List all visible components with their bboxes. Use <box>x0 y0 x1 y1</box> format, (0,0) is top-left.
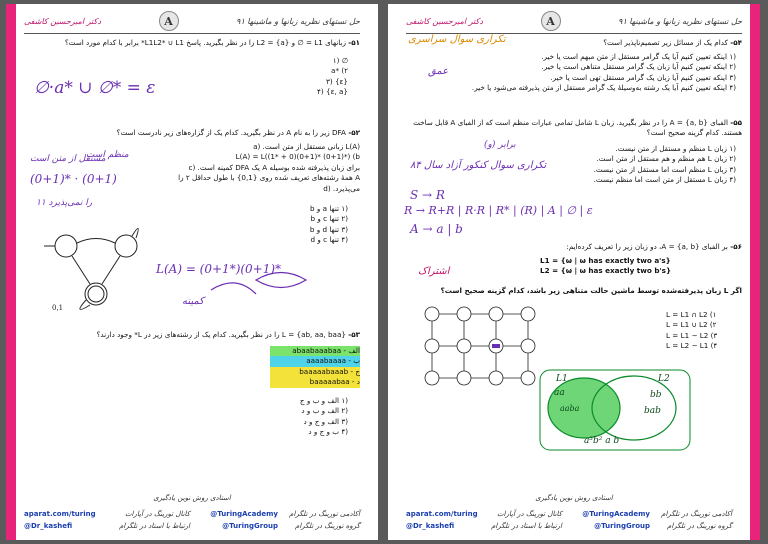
option-3: (۳ زبان L منظم است اما مستقل از متن نیست. <box>593 164 736 174</box>
tg-dr-link[interactable]: @Dr_kashefi <box>24 522 73 530</box>
choice-4: (۴ تنها c و d <box>310 235 348 245</box>
option-1: (۱ الف و ب و ج <box>299 396 348 405</box>
handwriting-q52-language: L(A) = (0+1*)(0+1)* <box>156 262 282 276</box>
q53-strings <box>270 346 360 388</box>
option-2: a* (۲ <box>331 66 348 76</box>
handwriting-smile: عمق <box>428 66 449 77</box>
question-text: L = {ab, aa, baa} را در نظر بگیرید. کدام یک از رشته‌های زیر در L* وجود دارند؟ <box>96 330 346 339</box>
dfa-diagram <box>6 210 378 330</box>
header-divider <box>24 33 360 34</box>
option-3: L = L1 − L2 (۳ <box>666 330 718 340</box>
page-header <box>24 10 360 32</box>
header-title: حل تستهای نظریه زبانها و ماشینها ۹۱ <box>618 16 742 26</box>
option-1: ∅ (۱ <box>332 56 348 65</box>
aparat-link[interactable]: aparat.com/turing <box>406 510 478 518</box>
statement-a: L(A) زبانی مستقل از متن است. (a <box>253 142 360 151</box>
question-number: ۵۶- <box>730 242 742 251</box>
page-footer <box>24 494 360 534</box>
handwriting-grammar-3: A → a | b <box>410 222 463 236</box>
handwriting-q52-note2: مستقل از متن است <box>30 154 106 164</box>
handwriting-q52-minimal: کمینه <box>182 296 204 307</box>
question-52 <box>30 128 360 138</box>
choice-2: (۲ تنها c و b <box>310 214 348 224</box>
option-4: {ε, a} (۴ <box>317 87 348 97</box>
venn-string-aa: aa <box>554 388 565 398</box>
option-1: (۱ زبان L منظم و مستقل از متن نیست. <box>615 144 736 153</box>
handwriting-q52-formula: (0+1)* · (0+1) <box>30 172 117 186</box>
handwriting-q55-note: برابر (و) <box>484 140 516 150</box>
tg-group-link[interactable]: @TuringGroup <box>594 522 650 530</box>
header-author: دکتر امیرحسین کاشفی <box>24 16 101 26</box>
option-3: (۳ اینکه تعیین کنیم آیا زبان یک گرامر مستقل تهی است یا خیر. <box>550 72 736 82</box>
q54-options <box>456 52 736 94</box>
pink-margin-bar <box>750 4 760 540</box>
q56-definitions <box>540 256 700 277</box>
option-2: (۲ زبان L هم منظم و هم مستقل از متن است. <box>596 154 736 164</box>
footer-signature: استادی روش نوین یادگیری <box>153 494 231 502</box>
definition-l1: L1 = {ω | ω has exactly two a's} <box>540 256 671 265</box>
option-2: (۲ الف و ب و د <box>301 406 348 416</box>
definition-l2: L2 = {ω | ω has exactly two b's} <box>540 266 672 276</box>
venn-string-bab: bab <box>644 406 661 416</box>
tg-dr-link[interactable]: @Dr_kashefi <box>406 522 455 530</box>
option-4: L = L2 − L1 (۴ <box>666 341 718 351</box>
question-number: ۵۳- <box>348 330 360 339</box>
string-a: الف - abaabaaabaa <box>270 346 360 356</box>
aparat-label: کانال تورینگ در آپارات <box>496 510 562 518</box>
venn-string-aaba: aaba <box>560 404 580 413</box>
header-author: دکتر امیرحسین کاشفی <box>406 16 483 26</box>
tg-group-link[interactable]: @TuringGroup <box>222 522 278 530</box>
handwriting-q51-work: ∅·a* ∪ ∅* = ε <box>34 78 156 98</box>
academy-label: آکادمی تورینگ در تلگرام <box>289 510 360 518</box>
page-header <box>406 10 742 32</box>
venn-label-l1: L1 <box>556 374 568 384</box>
left-page <box>6 4 378 540</box>
dfa-state-label: 0,1 <box>52 304 64 312</box>
group-label: گروه تورینگ در تلگرام <box>667 522 732 530</box>
question-number: ۵۵- <box>730 118 742 127</box>
handwriting-q52-note3: ۱۱ را نمی‌پذیرد <box>36 198 93 208</box>
logo-icon: A <box>159 11 179 31</box>
venn-label-l2: L2 <box>658 374 670 384</box>
handwriting-ringed: اشتراک <box>418 266 450 277</box>
q51-options <box>268 56 348 98</box>
handwriting-title1: تکراری سوال سراسری <box>408 34 506 45</box>
option-2: L = L1 ∪ L2 (۲ <box>666 320 717 330</box>
q53-options <box>278 396 348 438</box>
venn-string-bb: bb <box>650 390 662 400</box>
logo-icon: A <box>541 11 561 31</box>
question-number: ۵۴- <box>730 38 742 47</box>
question-56 <box>402 242 742 252</box>
option-3: (۳ الف و ج و د <box>303 416 348 426</box>
string-d: د - baaaaabaa <box>270 377 360 387</box>
header-title: حل تستهای نظریه زبانها و ماشینها ۹۱ <box>236 16 360 26</box>
page-footer <box>406 494 742 534</box>
option-4: (۴ اینکه تعیین کنیم آیا یک رشته به‌وسیلهٔ یک گرامر مستقل از متن پذیرفته می‌شود یا خیر. <box>471 83 736 93</box>
question-text: بر الفبای A = {a, b}، دو زبان زیر را تعریف کرده‌ایم: <box>566 242 728 251</box>
statement-d: A همهٔ رشته‌های تعریف شده روی {0,1} با طول حداقل ۲ را می‌پذیرد. (d <box>178 173 360 193</box>
option-4: (۴ ب و ج و د <box>308 427 348 437</box>
option-2: (۲ اینکه تعیین کنیم آیا زبان یک گرامر مستقل متناهی است یا خیر. <box>541 62 736 72</box>
tg-academy-link[interactable]: @TuringAcademy <box>582 510 650 518</box>
option-1: L = L1 ∩ L2 (۱ <box>666 310 717 319</box>
tg-academy-link[interactable]: @TuringAcademy <box>210 510 278 518</box>
dr-label: ارتباط با استاد در تلگرام <box>119 522 190 530</box>
handwriting-grammar-2: R → R+R | R·R | R* | (R) | A | ∅ | ε <box>404 204 593 217</box>
q52-statements <box>160 142 360 194</box>
aparat-link[interactable]: aparat.com/turing <box>24 510 96 518</box>
question-number: ۵۲- <box>348 128 360 137</box>
option-3: {ε} (۳ <box>325 76 348 86</box>
question-text: DFA زیر را به نام A در نظر بگیرید. کدام یک از گزاره‌های زیر نادرست است؟ <box>116 128 346 137</box>
handwriting-title2: تکراری سوال کنکور آزاد سال ۸۴ <box>410 160 547 171</box>
handwriting-grammar-1: S → R <box>410 188 445 202</box>
venn-footnote: a³b² a b <box>584 436 620 446</box>
q55-options <box>566 144 736 186</box>
question-text: کدام یک از مسائل زیر تصمیم‌ناپذیر است؟ <box>603 38 728 47</box>
statement-b: L(A) = L((1* + 0)(0+1)* (0+1)*) (b <box>235 152 360 162</box>
q56-options <box>666 310 736 352</box>
q56-question: اگر L زبان پذیرفته‌شده توسط ماشین حالت متناهی زیر باشد، کدام گزینه صحیح است؟ <box>440 286 742 295</box>
academy-label: آکادمی تورینگ در تلگرام <box>661 510 732 518</box>
dr-label: ارتباط با استاد در تلگرام <box>491 522 562 530</box>
option-1: (۱ اینکه تعیین کنیم آیا یک گرامر مستقل از متن مبهم است یا خیر. <box>541 52 736 61</box>
choice-1: (۱ تنها a و b <box>310 204 348 213</box>
string-c: ج - baaaaabaaab <box>270 367 360 377</box>
string-b: ب - aaaabaaaa <box>270 356 360 366</box>
question-text: الفبای A = {a, b} را در نظر بگیرید. زبان L شامل تمامی عبارات منظم است که از الفبای A قابل ساخت هستند. کدام گزینه صحیح است؟ <box>413 118 742 138</box>
option-4: (۴ زبان L مستقل از متن است اما منظم نیست. <box>593 175 736 185</box>
question-51 <box>30 38 360 48</box>
footer-signature: استادی روش نوین یادگیری <box>535 494 613 502</box>
choice-3: (۳ تنها d و b <box>309 224 348 234</box>
group-label: گروه تورینگ در تلگرام <box>295 522 360 530</box>
question-text: زبانهای L1 = ∅ و L2 = {a} را در نظر بگیرید. پاسخ L1L2* ∪ L1* برابر با کدام مورد است؟ <box>64 38 346 47</box>
aparat-label: کانال تورینگ در آپارات <box>124 510 190 518</box>
question-53 <box>30 330 360 340</box>
right-page <box>388 4 760 540</box>
statement-c: برای زبان پذیرفته شده بوسیله A یک DFA کمینه است. (c <box>188 162 360 172</box>
question-55 <box>402 118 742 139</box>
handwriting-q52-note1: منظم است <box>86 150 129 160</box>
question-number: ۵۱- <box>348 38 360 47</box>
